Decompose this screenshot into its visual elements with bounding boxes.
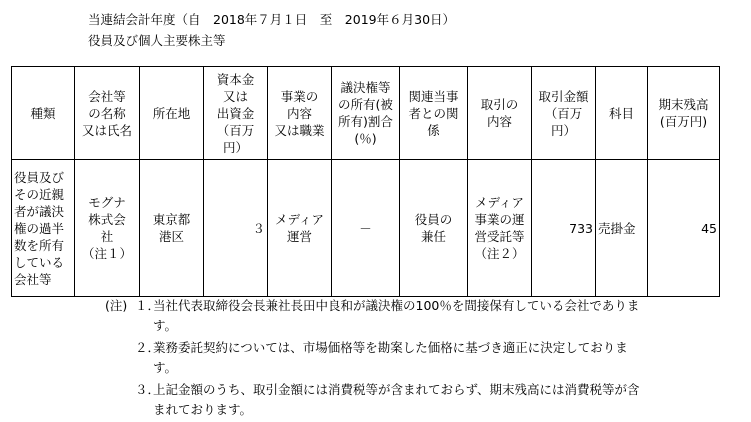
note-text: 業務委託契約については、市場価格等を勘案した価格に基づき適正に決定しておりま す。 <box>153 340 628 375</box>
cell-transaction: メディア 事業の運 営受託等 （注２） <box>468 160 532 297</box>
note-item <box>105 338 745 377</box>
header-relationship: 関連当事 者との関 係 <box>400 67 468 160</box>
cell-capital: ３ <box>204 160 268 297</box>
note-number: ２． <box>135 340 161 355</box>
header-business: 事業の 内容 又は職業 <box>268 67 332 160</box>
related-party-table <box>11 66 720 297</box>
cell-location: 東京都 港区 <box>140 160 204 297</box>
cell-type: 役員及び その近親 者が議決 権の過半 数を所有 している 会社等 <box>12 160 75 297</box>
section-heading: 役員及び個人主要株主等 <box>88 33 226 48</box>
cell-business: メディア 運営 <box>268 160 332 297</box>
header-capital: 資本金 又は 出資金 （百万 円） <box>204 67 268 160</box>
cell-balance: 45 <box>648 160 720 297</box>
notes-section <box>105 296 745 422</box>
notes-prefix: (注) <box>105 298 128 313</box>
note-item <box>105 380 745 419</box>
cell-amount: 733 <box>532 160 596 297</box>
note-number: １． <box>135 298 161 313</box>
note-item <box>105 296 745 335</box>
note-text: 当社代表取締役会長兼社長田中良和が議決権の100％を間接保有している会社でありま す。 <box>153 298 640 333</box>
header-balance: 期末残高 (百万円) <box>648 67 720 160</box>
cell-account: 売掛金 <box>596 160 648 297</box>
header-type: 種類 <box>12 67 75 160</box>
note-text: 上記金額のうち、取引金額には消費税等が含まれておらず、期末残高には消費税等が含 まれております。 <box>153 382 640 417</box>
table-header-row <box>12 67 720 160</box>
period-heading: 当連結会計年度（自 2018年７月１日 至 2019年６月30日） <box>88 12 456 27</box>
header-location: 所在地 <box>140 67 204 160</box>
table-row <box>12 160 720 297</box>
cell-relationship: 役員の 兼任 <box>400 160 468 297</box>
cell-voting-ratio: － <box>332 160 400 297</box>
header-amount: 取引金額 （百万 円） <box>532 67 596 160</box>
header-transaction: 取引の 内容 <box>468 67 532 160</box>
header-account: 科目 <box>596 67 648 160</box>
header-voting-ratio: 議決権等 の所有(被 所有)割合 (％) <box>332 67 400 160</box>
cell-name: モグナ 株式会 社 （注１） <box>75 160 140 297</box>
note-number: ３． <box>135 382 161 397</box>
header-name: 会社等 の名称 又は氏名 <box>75 67 140 160</box>
